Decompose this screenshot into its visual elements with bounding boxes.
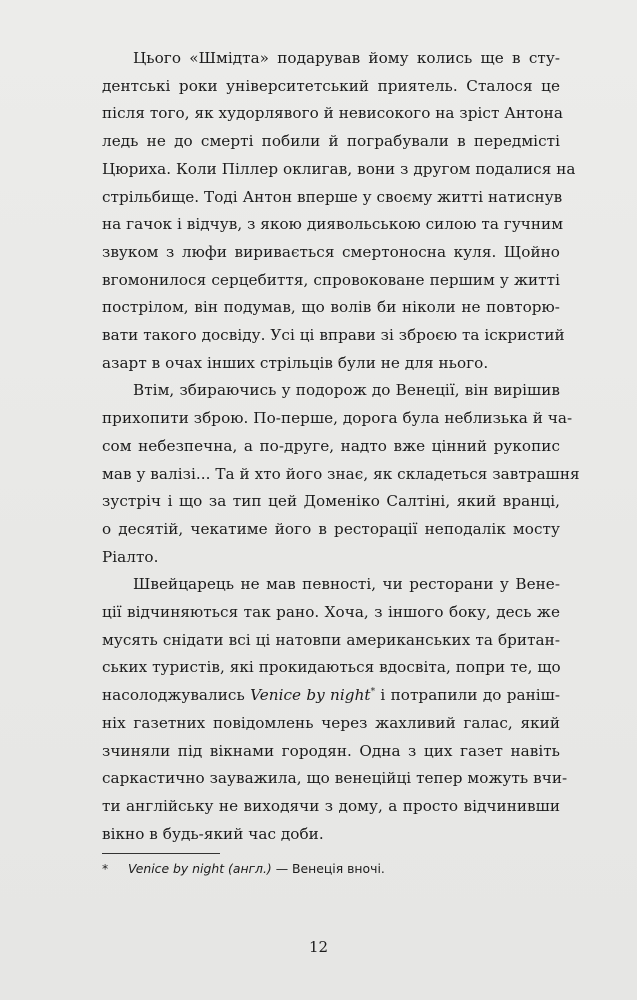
footnote-term: Venice by night xyxy=(128,861,225,876)
text-line: мав у валізі... Та й хто його знає, як складеться завтрашня xyxy=(102,464,580,483)
text-line: на гачок і відчув, з якою диявольською силою та гучним xyxy=(102,215,564,234)
text-line: Цюриха. Коли Піллер оклигав, вони з другом подалися на xyxy=(102,159,576,178)
text-line: саркастично зауважила, що венеційці тепер можуть вчи- xyxy=(102,769,568,788)
text-line: Цього «Шмідта» подарував йому колись ще в сту- xyxy=(133,49,560,67)
text-line: сом небезпечна, а по-друге, надто вже цінний рукопис xyxy=(102,436,560,455)
text-line: зчиняли під вікнами городян. Одна з цих газет навіть xyxy=(102,741,560,760)
text-line: вікно в будь-який час доби. xyxy=(102,824,324,843)
text-line: прихопити зброю. По-перше, дорога була неблизька й ча- xyxy=(102,409,573,428)
text-line: після того, як худорлявого й невисокого на зріст Антона xyxy=(102,104,563,123)
text-line: ських туристів, які прокидаються вдосвіта, попри те, що xyxy=(102,658,561,677)
paragraph-1 xyxy=(102,45,576,377)
text-segment: і потрапили до раніш- xyxy=(375,686,561,705)
text-segment: насолоджувались xyxy=(102,686,251,705)
footnote-divider xyxy=(102,853,220,854)
italic-phrase: Venice by night xyxy=(250,686,371,705)
text-line: ледь не до смерті побили й пограбували в передмісті xyxy=(102,132,560,151)
text-line: мусять снідати всі ці натовпи американських та британ- xyxy=(102,630,560,649)
page-number: 12 xyxy=(308,938,329,956)
paragraph-3 xyxy=(102,571,568,848)
text-line: звуком з люфи виривається смертоносна куля. Щойно xyxy=(102,242,560,261)
text-line: вгомонилося серцебиття, спровоковане першим у житті xyxy=(102,270,560,289)
text-line: зустріч і що за тип цей Доменіко Салтіні, який вранці, xyxy=(102,492,560,511)
text-line: ніх газетних повідомлень через жахливий галас, який xyxy=(102,713,560,732)
footnote-reference[interactable]: * xyxy=(370,687,376,698)
paragraph-2 xyxy=(102,377,580,571)
footnote xyxy=(102,860,560,878)
footnote-mark: * xyxy=(102,861,109,876)
text-line: Ріалто. xyxy=(102,547,159,566)
main-text xyxy=(102,45,580,848)
text-line: Втім, збираючись у подорож до Венеції, він вирішив xyxy=(133,381,560,400)
text-line: ти англійську не виходячи з дому, а просто відчинивши xyxy=(102,796,560,815)
footnote-text: — Венеція вночі. xyxy=(271,861,385,876)
text-line: стрільбище. Тоді Антон вперше у своєму житті натиснув xyxy=(102,187,563,206)
text-line: Швейцарець не мав певності, чи ресторани у Вене- xyxy=(133,575,560,594)
text-line: азарт в очах інших стрільців були не для нього. xyxy=(102,353,489,372)
text-line: дентські роки університетський приятель. Сталося це xyxy=(102,76,560,95)
text-line: ції відчиняються так рано. Хоча, з іншого боку, десь же xyxy=(102,603,560,622)
text-line: о десятій, чекатиме його в ресторації неподалік мосту xyxy=(102,519,560,538)
footnote-language: (англ.) xyxy=(228,861,272,876)
text-line-with-footnote xyxy=(102,682,560,710)
text-line: вати такого досвіду. Усі ці вправи зі зброєю та іскристий xyxy=(102,326,565,345)
text-line: пострілом, він подумав, що волів би ніколи не повторю- xyxy=(102,298,560,317)
